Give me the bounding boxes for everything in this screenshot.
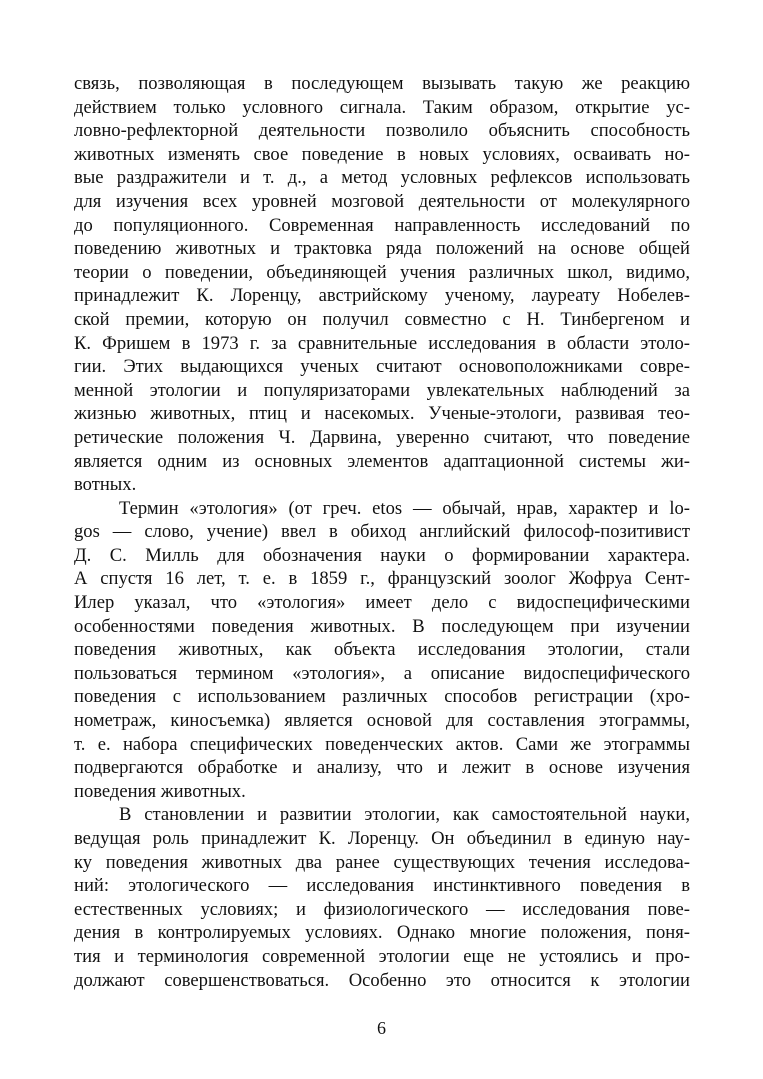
text-line: ведущая роль принадлежит К. Лоренцу. Он объединил в единую нау-	[74, 828, 690, 849]
body-text	[74, 72, 690, 992]
text-line: Термин «этология» (от греч. etos — обычай, нрав, характер и lo-	[119, 497, 690, 519]
text-line: жизнью животных, птиц и насекомых. Ученые-этологи, развивая тео-	[74, 403, 690, 425]
text-line: вые раздражители и т. д., а метод условных рефлексов использовать	[74, 167, 690, 189]
text-line: ской премии, которую он получил совместно с Н. Тинбергеном и	[74, 308, 690, 330]
text-line: ловно-рефлекторной деятельности позволило объяснить способность	[74, 120, 690, 142]
text-line: ку поведения животных два ранее существующих течения исследова-	[74, 851, 690, 873]
text-line: Илер указал, что «этология» имеет дело с видоспецифическими	[74, 592, 690, 614]
text-line: принадлежит К. Лоренцу, австрийскому ученому, лауреату Нобелев-	[74, 285, 690, 307]
paragraph-1	[74, 72, 690, 497]
text-line: для изучения всех уровней мозговой деятельности от молекулярного	[74, 190, 690, 212]
text-line: В становлении и развитии этологии, как самостоятельной науки,	[119, 804, 690, 826]
text-line: пользоваться термином «этология», а описание видоспецифического	[74, 662, 690, 684]
text-line: подвергаются обработке и анализу, что и лежит в основе изучения	[74, 757, 690, 779]
text-line: является одним из основных элементов адаптационной системы жи-	[74, 450, 690, 472]
text-line: особенностями поведения животных. В последующем при изучении	[74, 615, 690, 637]
text-line: Д. С. Милль для обозначения науки о формировании характера.	[74, 544, 690, 566]
text-line: поведению животных и трактовка ряда положений на основе общей	[74, 238, 690, 260]
text-line: действием только условного сигнала. Таким образом, открытие ус-	[74, 96, 690, 118]
text-line: поведения с использованием различных способов регистрации (хро-	[74, 686, 690, 708]
paragraph-2	[74, 497, 690, 804]
text-line: К. Фришем в 1973 г. за сравнительные исследования в области этоло-	[74, 332, 690, 354]
text-line: до популяционного. Современная направленность исследований по	[74, 214, 690, 236]
text-line: дения в контролируемых условиях. Однако многие положения, поня-	[74, 922, 690, 944]
text-line: связь, позволяющая в последующем вызывать такую же реакцию	[74, 73, 690, 94]
text-line: поведения животных, как объекта исследования этологии, стали	[74, 639, 690, 661]
text-line: т. е. набора специфических поведенческих актов. Сами же этограммы	[74, 733, 690, 755]
text-line: gos — слово, учение) ввел в обиход английский философ-позитивист	[74, 521, 690, 543]
page-number: 6	[377, 1018, 386, 1038]
text-line: нометраж, киносъемка) является основой для составления этограммы,	[74, 710, 690, 732]
text-line: естественных условиях; и физиологического — исследования пове-	[74, 898, 690, 920]
text-line: А спустя 16 лет, т. е. в 1859 г., французский зоолог Жофруа Сент-	[74, 568, 690, 590]
paragraph-3	[74, 803, 690, 992]
text-line: тия и терминология современной этологии еще не устоялись и про-	[74, 945, 690, 967]
text-line: должают совершенствоваться. Особенно это относится к этологии	[74, 969, 690, 991]
text-line: вотных.	[74, 474, 137, 496]
text-line: гии. Этих выдающихся ученых считают основоположниками совре-	[74, 356, 690, 378]
text-line: животных изменять свое поведение в новых условиях, осваивать но-	[74, 143, 690, 165]
text-line: ретические положения Ч. Дарвина, уверенно считают, что поведение	[74, 426, 690, 448]
text-line: поведения животных.	[74, 780, 246, 802]
text-line: менной этологии и популяризаторами увлекательных наблюдений за	[74, 379, 690, 401]
text-line: ний: этологического — исследования инстинктивного поведения в	[74, 875, 690, 897]
text-line: теории о поведении, объединяющей учения различных школ, видимо,	[74, 261, 690, 283]
